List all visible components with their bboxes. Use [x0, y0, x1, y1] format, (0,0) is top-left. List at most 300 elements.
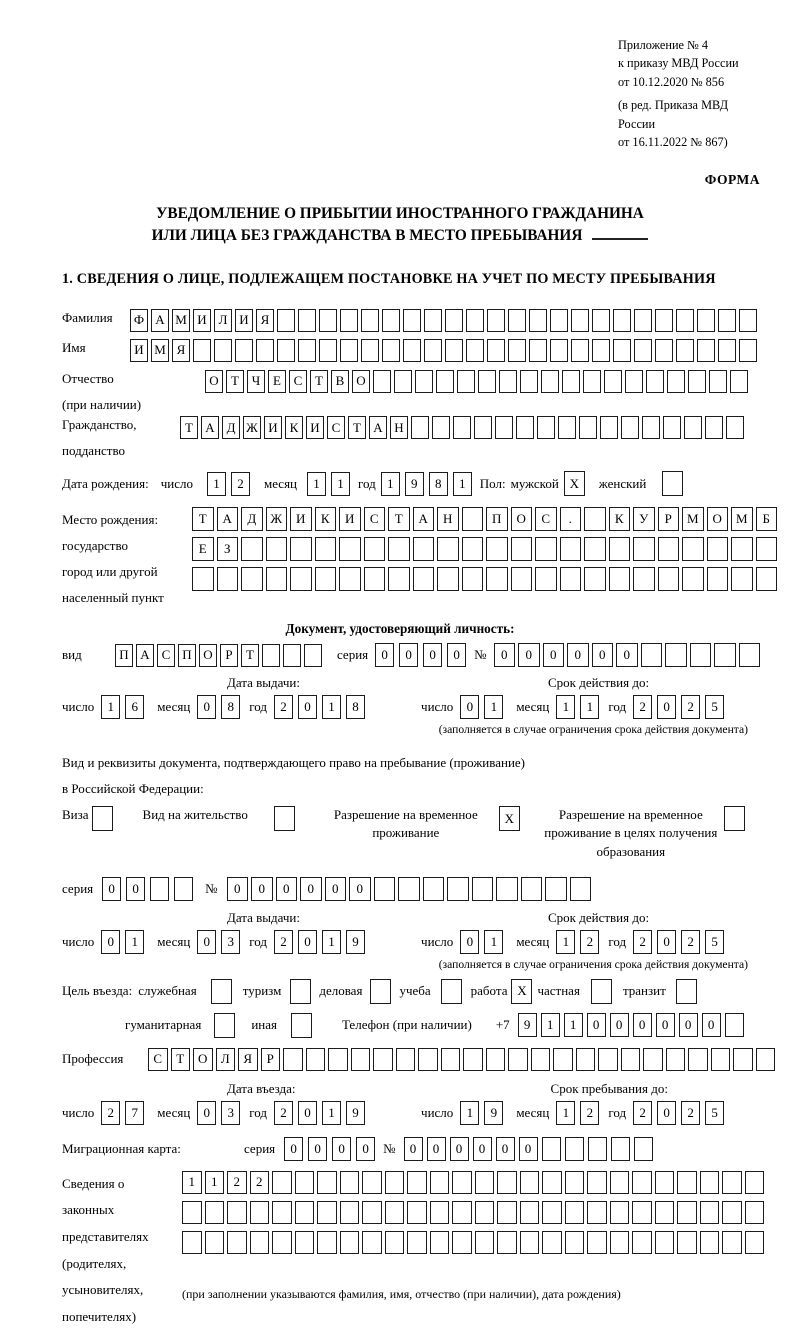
char-cell[interactable]	[445, 309, 463, 332]
char-cell[interactable]: 2	[681, 1101, 700, 1125]
char-cell[interactable]	[642, 416, 660, 439]
char-cell[interactable]	[472, 877, 494, 901]
char-cell[interactable]	[516, 416, 534, 439]
char-cell[interactable]: А	[217, 507, 239, 531]
char-cell[interactable]	[613, 309, 631, 332]
char-cell[interactable]: С	[364, 507, 386, 531]
char-cell[interactable]	[697, 309, 715, 332]
char-cell[interactable]: М	[151, 339, 169, 362]
surname-cells[interactable]	[130, 309, 757, 332]
char-cell[interactable]	[676, 979, 697, 1004]
char-cell[interactable]	[646, 370, 664, 393]
char-cell[interactable]: 0	[227, 877, 249, 901]
stay-day-cells[interactable]	[460, 1101, 503, 1125]
char-cell[interactable]: 0	[656, 1013, 675, 1037]
char-cell[interactable]: 0	[325, 877, 347, 901]
char-cell[interactable]	[277, 339, 295, 362]
char-cell[interactable]: Т	[388, 507, 410, 531]
profession-cells[interactable]	[148, 1048, 775, 1071]
char-cell[interactable]: Я	[172, 339, 190, 362]
char-cell[interactable]	[192, 567, 214, 591]
char-cell[interactable]: 0	[679, 1013, 698, 1037]
char-cell[interactable]	[676, 309, 694, 332]
char-cell[interactable]: М	[682, 507, 704, 531]
char-cell[interactable]	[388, 537, 410, 561]
char-cell[interactable]	[478, 370, 496, 393]
char-cell[interactable]	[677, 1171, 697, 1194]
char-cell[interactable]	[475, 1231, 495, 1254]
char-cell[interactable]	[643, 1048, 663, 1071]
char-cell[interactable]	[520, 1201, 540, 1224]
char-cell[interactable]: 1	[101, 695, 120, 719]
char-cell[interactable]	[174, 877, 193, 901]
char-cell[interactable]	[634, 1137, 653, 1161]
char-cell[interactable]: О	[352, 370, 370, 393]
char-cell[interactable]	[373, 1048, 393, 1071]
char-cell[interactable]	[388, 567, 410, 591]
char-cell[interactable]	[351, 1048, 371, 1071]
char-cell[interactable]	[571, 339, 589, 362]
char-cell[interactable]: 1	[182, 1171, 202, 1194]
char-cell[interactable]: 5	[705, 930, 724, 954]
char-cell[interactable]	[739, 643, 761, 667]
char-cell[interactable]	[256, 339, 274, 362]
char-cell[interactable]	[565, 1201, 585, 1224]
char-cell[interactable]	[415, 370, 433, 393]
char-cell[interactable]: X	[499, 806, 520, 831]
char-cell[interactable]: О	[707, 507, 729, 531]
char-cell[interactable]	[520, 370, 538, 393]
char-cell[interactable]: Т	[171, 1048, 191, 1071]
char-cell[interactable]	[241, 537, 263, 561]
char-cell[interactable]	[733, 1048, 753, 1071]
char-cell[interactable]: 0	[356, 1137, 375, 1161]
char-cell[interactable]	[411, 416, 429, 439]
char-cell[interactable]	[340, 1231, 360, 1254]
char-cell[interactable]: И	[306, 416, 324, 439]
char-cell[interactable]	[537, 416, 555, 439]
char-cell[interactable]	[508, 309, 526, 332]
char-cell[interactable]: 0	[375, 643, 394, 667]
char-cell[interactable]	[709, 370, 727, 393]
char-cell[interactable]	[295, 1171, 315, 1194]
char-cell[interactable]	[583, 370, 601, 393]
char-cell[interactable]	[756, 1048, 776, 1071]
residence-number-cells[interactable]	[227, 877, 592, 901]
char-cell[interactable]: 0	[657, 930, 676, 954]
char-cell[interactable]: 5	[705, 695, 724, 719]
purpose-transit-checkbox[interactable]	[676, 979, 697, 1004]
char-cell[interactable]: В	[331, 370, 349, 393]
char-cell[interactable]	[398, 877, 420, 901]
char-cell[interactable]	[609, 567, 631, 591]
char-cell[interactable]: У	[633, 507, 655, 531]
char-cell[interactable]: 0	[519, 1137, 538, 1161]
female-checkbox[interactable]	[662, 471, 683, 496]
char-cell[interactable]: И	[193, 309, 211, 332]
char-cell[interactable]	[609, 537, 631, 561]
stay-year-cells[interactable]	[633, 1101, 724, 1125]
char-cell[interactable]	[497, 1231, 517, 1254]
char-cell[interactable]: 1	[484, 695, 503, 719]
char-cell[interactable]	[632, 1201, 652, 1224]
male-checkbox[interactable]	[564, 471, 585, 496]
char-cell[interactable]	[486, 567, 508, 591]
char-cell[interactable]	[655, 1201, 675, 1224]
char-cell[interactable]	[541, 370, 559, 393]
char-cell[interactable]	[262, 644, 280, 667]
char-cell[interactable]: С	[157, 644, 175, 667]
char-cell[interactable]: 1	[453, 472, 472, 496]
char-cell[interactable]: 0	[592, 643, 614, 667]
char-cell[interactable]	[600, 416, 618, 439]
char-cell[interactable]: 2	[231, 472, 250, 496]
char-cell[interactable]	[565, 1231, 585, 1254]
char-cell[interactable]	[724, 806, 745, 831]
purpose-humanitarian-checkbox[interactable]	[214, 1013, 235, 1038]
char-cell[interactable]	[718, 309, 736, 332]
char-cell[interactable]	[535, 537, 557, 561]
char-cell[interactable]: 9	[405, 472, 424, 496]
char-cell[interactable]	[319, 339, 337, 362]
char-cell[interactable]: Н	[390, 416, 408, 439]
char-cell[interactable]: Т	[310, 370, 328, 393]
char-cell[interactable]	[319, 309, 337, 332]
char-cell[interactable]	[370, 979, 391, 1004]
char-cell[interactable]: Л	[214, 309, 232, 332]
char-cell[interactable]: Ч	[247, 370, 265, 393]
char-cell[interactable]	[641, 643, 663, 667]
char-cell[interactable]: 2	[580, 930, 599, 954]
char-cell[interactable]: X	[564, 471, 585, 496]
char-cell[interactable]	[361, 339, 379, 362]
char-cell[interactable]	[725, 1013, 744, 1037]
char-cell[interactable]	[655, 339, 673, 362]
char-cell[interactable]: 1	[381, 472, 400, 496]
char-cell[interactable]: О	[205, 370, 223, 393]
char-cell[interactable]: П	[486, 507, 508, 531]
char-cell[interactable]	[560, 567, 582, 591]
residence-issue-year-cells[interactable]	[274, 930, 365, 954]
char-cell[interactable]: X	[511, 979, 532, 1004]
doc-type-cells[interactable]	[115, 644, 322, 667]
char-cell[interactable]	[452, 1171, 472, 1194]
char-cell[interactable]: С	[289, 370, 307, 393]
char-cell[interactable]: 2	[580, 1101, 599, 1125]
char-cell[interactable]	[658, 537, 680, 561]
char-cell[interactable]	[266, 567, 288, 591]
char-cell[interactable]	[306, 1048, 326, 1071]
char-cell[interactable]: 2	[633, 1101, 652, 1125]
char-cell[interactable]	[364, 567, 386, 591]
char-cell[interactable]	[315, 537, 337, 561]
char-cell[interactable]	[317, 1171, 337, 1194]
char-cell[interactable]: 0	[473, 1137, 492, 1161]
char-cell[interactable]	[587, 1171, 607, 1194]
char-cell[interactable]: 1	[125, 930, 144, 954]
char-cell[interactable]	[714, 643, 736, 667]
char-cell[interactable]	[424, 309, 442, 332]
char-cell[interactable]: 0	[702, 1013, 721, 1037]
char-cell[interactable]	[584, 507, 606, 531]
char-cell[interactable]	[684, 416, 702, 439]
char-cell[interactable]	[697, 339, 715, 362]
char-cell[interactable]: 6	[125, 695, 144, 719]
char-cell[interactable]	[682, 537, 704, 561]
char-cell[interactable]: 0	[332, 1137, 351, 1161]
char-cell[interactable]: П	[178, 644, 196, 667]
char-cell[interactable]: 0	[308, 1137, 327, 1161]
char-cell[interactable]	[462, 507, 484, 531]
char-cell[interactable]	[241, 567, 263, 591]
doc-number-cells[interactable]	[494, 643, 761, 667]
char-cell[interactable]: 0	[300, 877, 322, 901]
char-cell[interactable]	[621, 416, 639, 439]
char-cell[interactable]	[340, 1171, 360, 1194]
char-cell[interactable]	[508, 339, 526, 362]
birth-place-cells-row1[interactable]	[192, 507, 777, 531]
char-cell[interactable]: 0	[616, 643, 638, 667]
char-cell[interactable]: 8	[429, 472, 448, 496]
char-cell[interactable]	[655, 1231, 675, 1254]
residence-valid-year-cells[interactable]	[633, 930, 724, 954]
char-cell[interactable]	[756, 537, 778, 561]
char-cell[interactable]	[711, 1048, 731, 1071]
char-cell[interactable]: Д	[222, 416, 240, 439]
char-cell[interactable]: Р	[220, 644, 238, 667]
char-cell[interactable]	[613, 339, 631, 362]
char-cell[interactable]	[632, 1231, 652, 1254]
char-cell[interactable]: Т	[180, 416, 198, 439]
char-cell[interactable]	[436, 370, 454, 393]
char-cell[interactable]	[298, 339, 316, 362]
char-cell[interactable]	[403, 339, 421, 362]
char-cell[interactable]: 2	[633, 695, 652, 719]
birth-place-cells-row2[interactable]	[192, 537, 777, 561]
char-cell[interactable]	[497, 1201, 517, 1224]
char-cell[interactable]: П	[115, 644, 133, 667]
char-cell[interactable]	[487, 309, 505, 332]
char-cell[interactable]	[211, 979, 232, 1004]
char-cell[interactable]	[487, 339, 505, 362]
char-cell[interactable]	[707, 537, 729, 561]
char-cell[interactable]	[452, 1231, 472, 1254]
char-cell[interactable]	[633, 537, 655, 561]
char-cell[interactable]: Ж	[243, 416, 261, 439]
char-cell[interactable]	[182, 1201, 202, 1224]
char-cell[interactable]	[499, 370, 517, 393]
char-cell[interactable]: Т	[348, 416, 366, 439]
char-cell[interactable]	[584, 537, 606, 561]
char-cell[interactable]: 0	[496, 1137, 515, 1161]
char-cell[interactable]: И	[290, 507, 312, 531]
char-cell[interactable]	[722, 1201, 742, 1224]
char-cell[interactable]	[214, 339, 232, 362]
char-cell[interactable]: 0	[197, 695, 216, 719]
char-cell[interactable]: 0	[298, 1101, 317, 1125]
char-cell[interactable]	[193, 339, 211, 362]
char-cell[interactable]	[373, 370, 391, 393]
char-cell[interactable]: Б	[756, 507, 778, 531]
char-cell[interactable]	[520, 1171, 540, 1194]
birth-place-cells-row3[interactable]	[192, 567, 777, 591]
char-cell[interactable]: 1	[331, 472, 350, 496]
char-cell[interactable]: 1	[307, 472, 326, 496]
char-cell[interactable]: 9	[484, 1101, 503, 1125]
char-cell[interactable]	[584, 567, 606, 591]
char-cell[interactable]	[452, 1201, 472, 1224]
char-cell[interactable]: Ф	[130, 309, 148, 332]
char-cell[interactable]: К	[315, 507, 337, 531]
char-cell[interactable]	[394, 370, 412, 393]
char-cell[interactable]	[621, 1048, 641, 1071]
char-cell[interactable]	[745, 1201, 765, 1224]
char-cell[interactable]	[466, 339, 484, 362]
char-cell[interactable]	[453, 416, 471, 439]
char-cell[interactable]: 1	[556, 930, 575, 954]
char-cell[interactable]	[705, 416, 723, 439]
char-cell[interactable]	[508, 1048, 528, 1071]
char-cell[interactable]: 1	[322, 695, 341, 719]
char-cell[interactable]	[274, 806, 295, 831]
char-cell[interactable]	[290, 567, 312, 591]
char-cell[interactable]	[718, 339, 736, 362]
issue-month-cells[interactable]	[197, 695, 240, 719]
name-cells[interactable]	[130, 339, 757, 362]
char-cell[interactable]: 0	[633, 1013, 652, 1037]
char-cell[interactable]: 1	[460, 1101, 479, 1125]
char-cell[interactable]	[214, 1013, 235, 1038]
char-cell[interactable]	[283, 1048, 303, 1071]
char-cell[interactable]	[340, 339, 358, 362]
purpose-study-checkbox[interactable]	[441, 979, 462, 1004]
char-cell[interactable]	[634, 339, 652, 362]
residence-permit-checkbox[interactable]	[274, 806, 295, 831]
char-cell[interactable]: 0	[567, 643, 589, 667]
char-cell[interactable]	[385, 1171, 405, 1194]
representatives-cells-row2[interactable]	[182, 1201, 764, 1224]
char-cell[interactable]: И	[264, 416, 282, 439]
char-cell[interactable]: 9	[346, 1101, 365, 1125]
char-cell[interactable]	[430, 1201, 450, 1224]
char-cell[interactable]: Н	[437, 507, 459, 531]
char-cell[interactable]	[475, 1201, 495, 1224]
char-cell[interactable]: 5	[705, 1101, 724, 1125]
char-cell[interactable]	[250, 1201, 270, 1224]
char-cell[interactable]: 1	[207, 472, 226, 496]
char-cell[interactable]	[520, 1231, 540, 1254]
char-cell[interactable]: 2	[274, 930, 293, 954]
residence-series-cells[interactable]	[102, 877, 193, 901]
visa-checkbox[interactable]	[92, 806, 113, 831]
char-cell[interactable]	[666, 1048, 686, 1071]
char-cell[interactable]	[700, 1171, 720, 1194]
char-cell[interactable]	[290, 979, 311, 1004]
char-cell[interactable]	[298, 309, 316, 332]
char-cell[interactable]	[340, 1201, 360, 1224]
char-cell[interactable]: С	[535, 507, 557, 531]
char-cell[interactable]	[655, 309, 673, 332]
char-cell[interactable]: Е	[192, 537, 214, 561]
char-cell[interactable]	[722, 1171, 742, 1194]
char-cell[interactable]: 2	[681, 695, 700, 719]
char-cell[interactable]	[677, 1201, 697, 1224]
char-cell[interactable]: А	[369, 416, 387, 439]
char-cell[interactable]: 0	[450, 1137, 469, 1161]
birth-day-cells[interactable]	[207, 472, 250, 496]
char-cell[interactable]	[542, 1201, 562, 1224]
valid-year-cells[interactable]	[633, 695, 724, 719]
residence-issue-day-cells[interactable]	[101, 930, 144, 954]
char-cell[interactable]	[707, 567, 729, 591]
char-cell[interactable]: С	[327, 416, 345, 439]
char-cell[interactable]	[463, 1048, 483, 1071]
char-cell[interactable]: 0	[460, 695, 479, 719]
char-cell[interactable]	[272, 1231, 292, 1254]
char-cell[interactable]: Ж	[266, 507, 288, 531]
char-cell[interactable]	[495, 416, 513, 439]
char-cell[interactable]	[328, 1048, 348, 1071]
char-cell[interactable]: 0	[284, 1137, 303, 1161]
doc-series-cells[interactable]	[375, 643, 466, 667]
char-cell[interactable]	[462, 537, 484, 561]
char-cell[interactable]	[565, 1137, 584, 1161]
valid-month-cells[interactable]	[556, 695, 599, 719]
char-cell[interactable]	[277, 309, 295, 332]
char-cell[interactable]	[560, 537, 582, 561]
char-cell[interactable]: 1	[556, 1101, 575, 1125]
char-cell[interactable]	[667, 370, 685, 393]
residence-issue-month-cells[interactable]	[197, 930, 240, 954]
char-cell[interactable]	[690, 643, 712, 667]
char-cell[interactable]: О	[199, 644, 217, 667]
purpose-work-checkbox[interactable]	[511, 979, 532, 1004]
representatives-cells-row1[interactable]	[182, 1171, 764, 1194]
entry-year-cells[interactable]	[274, 1101, 365, 1125]
char-cell[interactable]: 0	[460, 930, 479, 954]
char-cell[interactable]: 1	[322, 930, 341, 954]
citizenship-cells[interactable]	[180, 416, 744, 439]
char-cell[interactable]: 0	[404, 1137, 423, 1161]
char-cell[interactable]	[407, 1171, 427, 1194]
char-cell[interactable]	[587, 1231, 607, 1254]
char-cell[interactable]: .	[560, 507, 582, 531]
char-cell[interactable]: Т	[192, 507, 214, 531]
char-cell[interactable]	[423, 877, 445, 901]
char-cell[interactable]	[677, 1231, 697, 1254]
char-cell[interactable]	[542, 1137, 561, 1161]
char-cell[interactable]	[385, 1201, 405, 1224]
purpose-official-checkbox[interactable]	[211, 979, 232, 1004]
purpose-tourism-checkbox[interactable]	[290, 979, 311, 1004]
char-cell[interactable]: Т	[241, 644, 259, 667]
char-cell[interactable]	[587, 1201, 607, 1224]
temp-residence-checkbox[interactable]	[499, 806, 520, 831]
char-cell[interactable]	[182, 1231, 202, 1254]
char-cell[interactable]	[571, 309, 589, 332]
char-cell[interactable]	[364, 537, 386, 561]
char-cell[interactable]	[266, 537, 288, 561]
char-cell[interactable]	[665, 643, 687, 667]
char-cell[interactable]	[227, 1201, 247, 1224]
char-cell[interactable]: 1	[484, 930, 503, 954]
char-cell[interactable]: 0	[494, 643, 516, 667]
char-cell[interactable]: 1	[205, 1171, 225, 1194]
char-cell[interactable]	[676, 339, 694, 362]
char-cell[interactable]	[217, 567, 239, 591]
char-cell[interactable]: 2	[633, 930, 652, 954]
char-cell[interactable]: 0	[399, 643, 418, 667]
